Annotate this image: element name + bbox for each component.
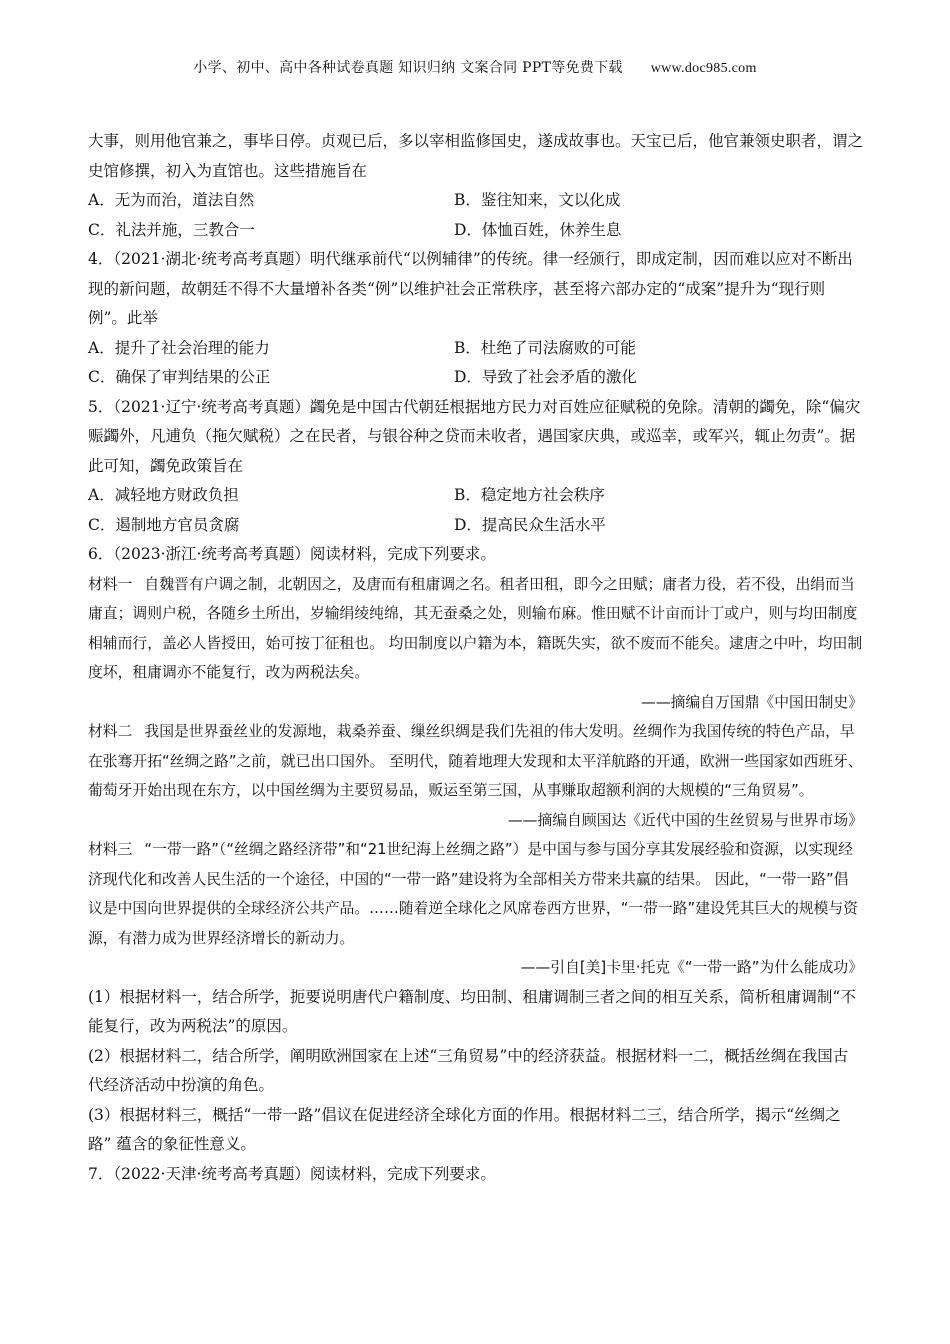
q6-material-1-source: ——摘编自万国鼎《中国田制史》 [641,693,863,711]
q5-options-row-2 [88,511,863,541]
q3-tail-text: 大事，则用他官兼之，事毕日停。贞观已后，多以宰相监修国史，遂成故事也。天宝已后，他官兼领史职者，谓之史馆修撰，初入为直馆也。这些措施旨在 [88,132,864,180]
q5-text: 5．（2021·辽宁·统考高考真题）蠲免是中国古代朝廷根据地方民力对百姓应征赋税的免除。清朝的蠲免，除“偏灾赈蠲外，凡逋负（拖欠赋税）之在民者，与银谷种之贷而未收者，遇国家庆典，或巡幸，或军兴，辄止勿责”。据此可知，蠲免政策旨在 [88,397,861,475]
q5-option-a: A．减轻地方财政负担 [88,486,239,504]
page-header [0,57,950,77]
q3-option-a: A．无为而治，道法自然 [88,191,255,209]
q4-option-a: A．提升了社会治理的能力 [88,338,270,357]
header-text: 小学、初中、高中各种试卷真题 知识归纳 文案合同 PPT等免费下载 [193,60,623,76]
q4-option-b: B．杜绝了司法腐败的可能 [454,338,636,357]
q3-option-d: D．体恤百姓，休养生息 [454,220,622,239]
q6-material-3 [88,835,863,953]
q4-option-c: C．确保了审判结果的公正 [88,368,271,386]
q4-options-row-1 [88,334,863,364]
q6-material-2-label: 材料二 [88,723,133,740]
q6-intro: 6．（2023·浙江·统考高考真题）阅读材料，完成下列要求。 [88,545,496,563]
q6-material-2-text: 我国是世界蚕丝业的发源地，栽桑养蚕、缫丝织绸是我们先祖的伟大发明。丝绸作为我国传统的特色产品，早在张骞开拓“丝绸之路”之前，就已出口国外。 至明代，随着地理大发现和太平洋航路的开通，欧洲一些国家如西班牙、葡萄牙开始出现在东方，以中国丝绸为主要贸易品，贩运至第三国，从事赚取超额利润的大规模的“三角贸易”。 [88,723,863,799]
q4-text: 4．（2021·湖北·统考高考真题）明代继承前代“以例辅律”的传统。律一经颁行，即成定制，因而难以应对不断出现的新问题，故朝廷不得不大量增补各类“例”以维护社会正常秩序，甚至将六部办定的“成案”提升为“现行则例”。此举 [88,250,853,327]
q3-option-c: C．礼法并施，三教合一 [88,220,255,239]
q6-material-1-text: 自魏晋有户调之制，北朝因之，及唐而有租庸调之名。租者田租，即今之田赋；庸者力役，若不役，出绢而当庸直；调则户税，各随乡土所出，岁输绢绫纯绵，其无蚕桑之处，则输布麻。惟田赋不计亩而计丁或户，则与均田制度相辅而行，盖必人皆授田，始可按丁征租也。 均田制度以户籍为本，籍既失实，欲不废而不能矣。逮唐之中叶，均田制度坏，租庸调亦不能复行，改为两税法矣。 [88,575,863,681]
q4-options-row-2 [88,363,863,393]
header-site-link[interactable]: www.doc985.com [650,61,757,76]
q7-text: 7．（2022·天津·统考高考真题）阅读材料，完成下列要求。 [88,1164,496,1183]
q3-options-row-2 [88,216,863,246]
q6-material-1-label: 材料一 [88,575,133,593]
q6-material-1 [88,570,863,688]
q6-subquestion-1: (1）根据材料一，结合所学，扼要说明唐代户籍制度、均田制、租庸调制三者之间的相互关系，简析租庸调制“不能复行，改为两税法”的原因。 [88,987,856,1035]
q4-option-d: D．导致了社会矛盾的激化 [454,368,637,386]
q6-material-2 [88,717,863,806]
q3-option-b: B．鉴往知来，文以化成 [454,191,621,209]
q6-material-3-source: ——引自[美]卡里·托克《“一带一路”为什么能成功》 [520,959,863,976]
q5-options-row-1 [88,481,863,511]
q6-material-3-text: “一带一路”（“丝绸之路经济带”和“21世纪海上丝绸之路”）是中国与参与国分享其发展经验和资源，以实现经济现代化和改善人民生活的一个途径，中国的“一带一路”建设将为全部相关方带来共赢的结果。 因此，“一带一路”倡议是中国向世界提供的全球经济公共产品。……随着逆全球化之风席卷西方世界，“一带一路”建设凭其巨大的规模与资源，有潜力成为世界经济增长的新动力。 [88,841,858,947]
q6-material-2-source: ——摘编自顾国达《近代中国的生丝贸易与世界市场》 [507,811,863,829]
q5-option-c: C．遏制地方官员贪腐 [88,515,240,534]
q6-material-3-label: 材料三 [88,841,133,858]
q5-option-d: D．提高民众生活水平 [454,515,606,534]
q6-subquestion-3: (3）根据材料三，概括“一带一路”倡议在促进经济全球化方面的作用。根据材料二三，结合所学，揭示“丝绸之路” 蕴含的象征性意义。 [88,1105,841,1153]
exam-content [88,127,863,1189]
q5-option-b: B．稳定地方社会秩序 [454,486,605,504]
q6-subquestion-2: (2）根据材料二，结合所学，阐明欧洲国家在上述“三角贸易”中的经济获益。根据材料一二，概括丝绸在我国古代经济活动中扮演的角色。 [88,1046,849,1094]
q3-options-row-1 [88,186,863,216]
